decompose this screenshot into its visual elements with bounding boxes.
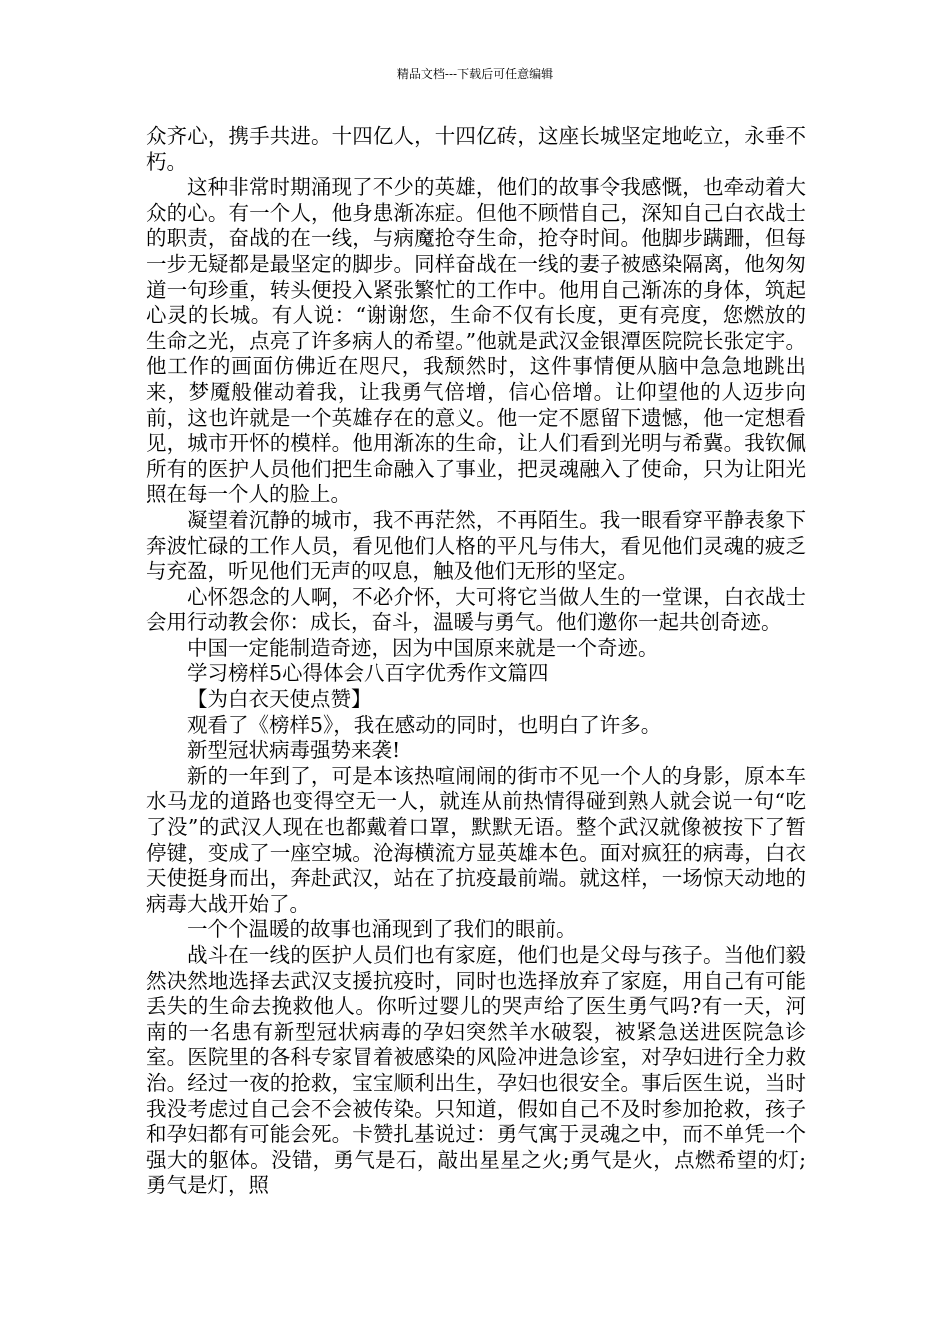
paragraph-8: 观看了《榜样5》，我在感动的同时，也明白了许多。: [187, 712, 662, 737]
paragraph-2: 这种非常时期涌现了不少的英雄，他们的故事令我感慨，也牵动着大众的心。有一个人，他身患渐冻症。但他不顾惜自己，深知自己白衣战士的职责，奋战的在一线，与病魔抢夺生命，抢夺时间。他脚步蹒跚，但每一步无疑都是最坚定的脚步。同样奋战在一线的妻子被感染隔离，他匆匆道一句珍重，转头便投入紧张繁忙的工作中。他用自己渐冻的身体，筑起心灵的长城。有人说：“谢谢您，生命不仅有长度，更有亮度，您燃放的生命之光，点亮了许多病人的希望。”他就是武汉金银潭医院院长张定宇。他工作的画面仿佛近在咫尺，我颓然时，这件事情便从脑中急急地跳出来，梦魇般催动着我，让我勇气倍增，信心倍增。让仰望他的人迈步向前，这也许就是一个英雄存在的意义。他一定不愿留下遗憾，他一定想看见，城市开怀的模样。他用渐冻的生命，让人们看到光明与希冀。我钦佩所有的医护人员他们把生命融入了事业，把灵魂融入了使命，只为让阳光照在每一个人的脸上。: [146, 175, 806, 507]
section-title: 学习榜样5心得体会八百字优秀作文篇四: [187, 661, 549, 686]
paragraph-12: 战斗在一线的医护人员们也有家庭，他们也是父母与孩子。当他们毅然决然地选择去武汉支援抗疫时，同时也选择放弃了家庭，用自己有可能丢失的生命去挽救他人。你听过婴儿的哭声给了医生勇气吗?有一天，河南的一名患有新型冠状病毒的孕妇突然羊水破裂，被紧急送进医院急诊室。医院里的各科专家冒着被感染的风险冲进急诊室，对孕妇进行全力救治。经过一夜的抢救，宝宝顺利出生，孕妇也很安全。事后医生说，当时我没考虑过自己会不会被传染。只知道，假如自己不及时参加抢救，孩子和孕妇都有可能会死。卡赞扎基说过：勇气寓于灵魂之中，而不单凭一个强大的躯体。没错，勇气是石，敲出星星之火;勇气是火，点燃希望的灯;勇气是灯，照: [146, 943, 806, 1198]
paragraph-4: 心怀怨念的人啊，不必介怀，大可将它当做人生的一堂课，白衣战士会用行动教会你：成长，奋斗，温暖与勇气。他们邀你一起共创奇迹。: [146, 584, 806, 635]
paragraph-3: 凝望着沉静的城市，我不再茫然，不再陌生。我一眼看穿平静表象下奔波忙碌的工作人员，看见他们人格的平凡与伟大，看见他们灵魂的疲乏与充盈，听见他们无声的叹息，触及他们无形的坚定。: [146, 507, 806, 584]
page-header: 精品文档---下载后可任意编辑: [396, 67, 554, 81]
paragraph-9: 新型冠状病毒强势来袭!: [187, 738, 401, 763]
paragraph-11: 一个个温暖的故事也涌现到了我们的眼前。: [187, 917, 577, 942]
paragraph-1: 众齐心，携手共进。十四亿人，十四亿砖，这座长城坚定地屹立，永垂不朽。: [146, 124, 806, 174]
document-body: [146, 124, 806, 1199]
paragraph-5: 中国一定能制造奇迹，因为中国原来就是一个奇迹。: [187, 635, 659, 660]
section-subtitle: 【为白衣天使点赞】: [187, 687, 372, 712]
paragraph-10: 新的一年到了，可是本该热喧闹闹的街市不见一个人的身影，原本车水马龙的道路也变得空无一人，就连从前热情得碰到熟人就会说一句“吃了没”的武汉人现在也都戴着口罩，默默无语。整个武汉就像被按下了暂停键，变成了一座空城。沧海横流方显英雄本色。面对疯狂的病毒，白衣天使挺身而出，奔赴武汉，站在了抗疫最前端。就这样，一场惊天动地的病毒大战开始了。: [146, 763, 806, 916]
